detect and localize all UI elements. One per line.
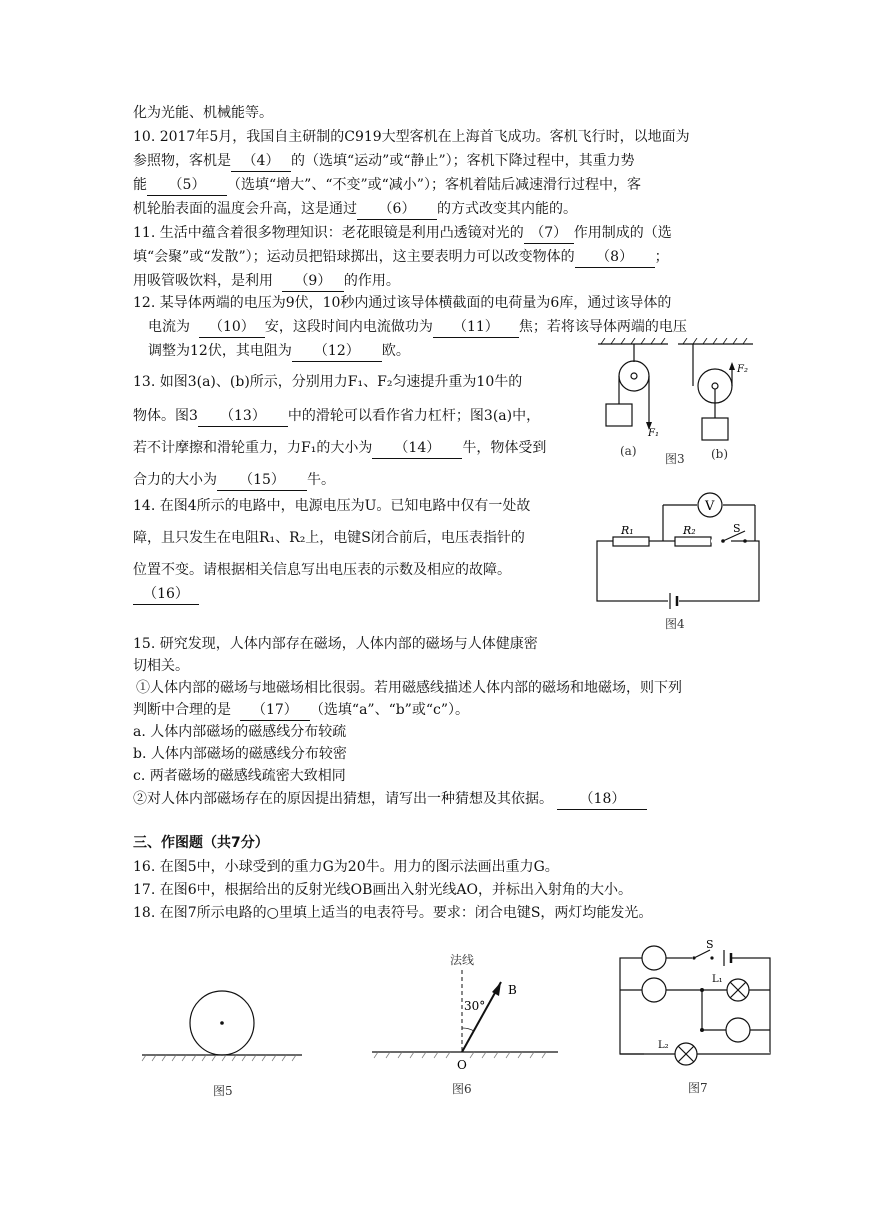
figure-6-reflection	[368, 948, 563, 1098]
q11-line3: 用吸管吸饮料，是利用 （9） 的作用。	[133, 271, 400, 292]
q14-line2: 障，且只发生在电阻R₁、R₂上，电键S闭合前后，电压表指针的	[133, 530, 525, 546]
blank-14[interactable]: （14）	[372, 438, 462, 459]
blank-12[interactable]: （12）	[292, 341, 382, 362]
fig3-f1-label: F₁	[648, 428, 659, 439]
section3-heading: 三、作图题（共7分）	[133, 835, 269, 851]
blank-8[interactable]: （8）	[575, 247, 655, 268]
blank-10[interactable]: （10）	[199, 317, 265, 338]
q15-line4: 判断中合理的是 （17） （选填“a”、“b”或“c”）。	[133, 700, 469, 721]
figure-7-circuit	[614, 930, 784, 1100]
blank-15[interactable]: （15）	[217, 470, 307, 491]
fig6-b-label: B	[508, 983, 517, 997]
fig3-label-b: (b)	[711, 447, 729, 461]
blank-5[interactable]: （5）	[147, 175, 227, 196]
fig7-l1-label: L₁	[712, 974, 723, 985]
fig4-voltmeter-label: V	[705, 499, 715, 514]
q12-line1: 12. 某导体两端的电压为9伏，10秒内通过该导体横截面的电荷量为6库，通过该导体的	[133, 295, 672, 311]
q14-line4	[133, 584, 199, 605]
fig4-caption: 图4	[665, 617, 685, 631]
q9-tail: 化为光能、机械能等。	[133, 105, 273, 121]
q13-line2: 物体。图3 （13） 中的滑轮可以看作省力杠杆；图3(a)中，	[133, 406, 540, 427]
fig7-l2-label: L₂	[658, 1040, 669, 1051]
fig6-normal-label: 法线	[450, 953, 475, 967]
blank-18[interactable]: （18）	[557, 789, 647, 810]
fig7-caption: 图7	[688, 1081, 708, 1095]
blank-16[interactable]: （16）	[133, 584, 199, 605]
blank-9[interactable]: （9）	[282, 271, 344, 292]
q13-line1: 13. 如图3(a)、(b)所示，分别用力F₁、F₂匀速提升重为10牛的	[133, 374, 523, 390]
blank-4[interactable]: （4）	[231, 151, 291, 172]
q14-line3: 位置不变。请根据相关信息写出电压表的示数及相应的故障。	[133, 562, 511, 578]
q10-line1: 10. 2017年5月，我国自主研制的C919大型客机在上海首飞成功。客机飞行时，以地面为	[133, 129, 690, 145]
fig6-angle-label: 30°	[464, 999, 486, 1013]
q11-line2: 填“会聚”或“发散”）；运动员把铅球掷出，这主要表明力可以改变物体的 （8） ；	[133, 247, 669, 268]
q15-option-b: b. 人体内部磁场的磁感线分布较密	[133, 746, 347, 762]
fig4-r2-label: R₂	[683, 524, 696, 537]
q15-option-a: a. 人体内部磁场的磁感线分布较疏	[133, 724, 347, 740]
fig4-switch-label: S	[733, 522, 741, 535]
q12-line3: 调整为12伏，其电阻为 （12） 欧。	[148, 341, 410, 362]
fig6-o-label: O	[457, 1058, 467, 1072]
q14-line1: 14. 在图4所示的电路中，电源电压为U。已知电路中仅有一处故	[133, 498, 531, 514]
fig5-caption: 图5	[213, 1084, 233, 1098]
f2-arrow-icon	[729, 362, 735, 370]
meter-slot-2	[642, 978, 666, 1002]
blank-6[interactable]: （6）	[357, 199, 437, 220]
meter-slot-1	[642, 946, 666, 970]
blank-11[interactable]: （11）	[433, 317, 519, 338]
q15-line2: 切相关。	[133, 658, 189, 674]
q16: 16. 在图5中，小球受到的重力G为20牛。用力的图示法画出重力G。	[133, 859, 559, 875]
q15-option-c: c. 两者磁场的磁感线疏密大致相同	[133, 768, 346, 784]
fig3-f2-label: F₂	[737, 364, 748, 375]
q13-line3: 若不计摩擦和滑轮重力，力F₁的大小为 （14） 牛，物体受到	[133, 438, 546, 459]
q12-line2: 电流为 （10） 安，这段时间内电流做功为 （11） 焦；若将该导体两端的电压	[148, 317, 687, 338]
q10-line4: 机轮胎表面的温度会升高，这是通过 （6） 的方式改变其内能的。	[133, 199, 577, 220]
q17: 17. 在图6中，根据给出的反射光线OB画出入射光线AO，并标出入射角的大小。	[133, 882, 632, 898]
q10-line2: 参照物，客机是 （4） 的（选填“运动”或“静止”）；客机下降过程中，其重力势	[133, 151, 635, 172]
figure-5-ball	[140, 985, 305, 1105]
q10-line3: 能 （5） （选填“增大”、“不变”或“减小”）；客机着陆后减速滑行过程中，客	[133, 175, 641, 196]
fig7-switch-label: S	[706, 938, 714, 951]
fig6-caption: 图6	[452, 1082, 472, 1096]
meter-slot-3	[726, 1018, 750, 1042]
figure-3-pulleys	[593, 338, 773, 468]
blank-17[interactable]: （17）	[240, 700, 310, 721]
figure-4-circuit	[593, 488, 773, 636]
q18: 18. 在图7所示电路的○里填上适当的电表符号。要求：闭合电键S，两灯均能发光。	[133, 905, 653, 921]
q15-line3: ①人体内部的磁场与地磁场相比很弱。若用磁感线描述人体内部的磁场和地磁场，则下列	[136, 680, 682, 696]
fig3-caption: 图3	[665, 452, 685, 466]
q11-line1: 11. 生活中蕴含着很多物理知识：老花眼镜是利用凸透镜对光的 （7） 作用制成的（选	[133, 223, 672, 244]
blank-13[interactable]: （13）	[198, 406, 288, 427]
q15-line5: ②对人体内部磁场存在的原因提出猜想，请写出一种猜想及其依据。 （18）	[133, 789, 647, 810]
blank-7[interactable]: （7）	[524, 223, 574, 244]
q13-line4: 合力的大小为 （15） 牛。	[133, 470, 335, 491]
q15-line1: 15. 研究发现，人体内部存在磁场，人体内部的磁场与人体健康密	[133, 636, 538, 652]
fig3-label-a: (a)	[620, 444, 637, 458]
fig4-r1-label: R₁	[621, 524, 634, 537]
